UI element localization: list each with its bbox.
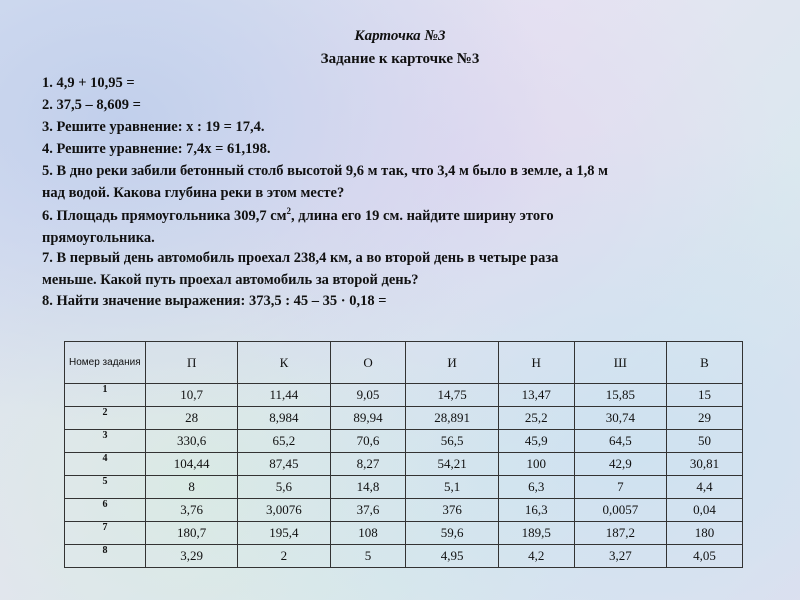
task-1 <box>42 72 762 94</box>
table-cell: 42,9 <box>574 453 666 476</box>
table-cell: 8 <box>146 476 238 499</box>
task-4 <box>42 138 762 160</box>
table-row <box>65 453 743 476</box>
table-cell: 3,27 <box>574 545 666 568</box>
table-cell: 8,27 <box>330 453 406 476</box>
table-cell: 0,04 <box>666 499 742 522</box>
table-cell: 30,74 <box>574 407 666 430</box>
table-cell: 15,85 <box>574 384 666 407</box>
table-cell: 5,1 <box>406 476 498 499</box>
table-cell: 89,94 <box>330 407 406 430</box>
table-row <box>65 407 743 430</box>
table-cell: 0,0057 <box>574 499 666 522</box>
header-column: И <box>406 342 498 384</box>
table-cell: 87,45 <box>238 453 330 476</box>
table-cell: 9,05 <box>330 384 406 407</box>
task-5-line-1: 5. В дно реки забили бетонный столб высотой 9,6 м так, что 3,4 м было в земле, а 1,8 м <box>42 163 609 179</box>
table-cell: 3,0076 <box>238 499 330 522</box>
task-5 <box>42 160 762 204</box>
table-cell: 15 <box>666 384 742 407</box>
task-6-superscript: 2 <box>286 206 292 217</box>
header-column: К <box>238 342 330 384</box>
table-cell: 16,3 <box>498 499 574 522</box>
task-2 <box>42 94 762 116</box>
table-row <box>65 384 743 407</box>
table-row <box>65 545 743 568</box>
header-column: О <box>330 342 406 384</box>
table-cell: 330,6 <box>146 430 238 453</box>
table-cell: 25,2 <box>498 407 574 430</box>
row-number: 6 <box>65 499 146 522</box>
task-7 <box>42 247 762 291</box>
task-3 <box>42 116 762 138</box>
table-row <box>65 430 743 453</box>
task-7-line-2: меньше. Какой путь проехал автомобиль за второй день? <box>42 272 419 288</box>
table-cell: 104,44 <box>146 453 238 476</box>
task-6-text-b: , длина его 19 см. найдите ширину этого <box>291 208 554 224</box>
table-cell: 180,7 <box>146 522 238 545</box>
table-cell: 56,5 <box>406 430 498 453</box>
table-cell: 6,3 <box>498 476 574 499</box>
table-cell: 180 <box>666 522 742 545</box>
task-1-text: 1. 4,9 + 10,95 = <box>42 75 135 91</box>
card-subtitle: Задание к карточке №3 <box>320 51 480 67</box>
table-row <box>65 499 743 522</box>
table-cell: 64,5 <box>574 430 666 453</box>
table-cell: 5 <box>330 545 406 568</box>
table-cell: 100 <box>498 453 574 476</box>
task-6-line-2: прямоугольника. <box>42 230 155 246</box>
task-6-text-a: 6. Площадь прямоугольника 309,7 см <box>42 208 287 224</box>
table-cell: 108 <box>330 522 406 545</box>
table-cell: 376 <box>406 499 498 522</box>
table-row <box>65 522 743 545</box>
table-cell: 50 <box>666 430 742 453</box>
row-number: 7 <box>65 522 146 545</box>
task-6-line-1 <box>42 205 762 227</box>
table-cell: 28 <box>146 407 238 430</box>
row-number: 1 <box>65 384 146 407</box>
header-task-number: Номер задания <box>65 342 146 384</box>
table-cell: 2 <box>238 545 330 568</box>
table-cell: 59,6 <box>406 522 498 545</box>
task-2-text: 2. 37,5 – 8,609 = <box>42 97 141 113</box>
task-8 <box>42 290 762 312</box>
table-cell: 65,2 <box>238 430 330 453</box>
table-cell: 14,8 <box>330 476 406 499</box>
task-6 <box>42 205 762 249</box>
table-cell: 28,891 <box>406 407 498 430</box>
table-cell: 14,75 <box>406 384 498 407</box>
row-number: 2 <box>65 407 146 430</box>
table-cell: 54,21 <box>406 453 498 476</box>
task-8-text: 8. Найти значение выражения: 373,5 : 45 – 35 · 0,18 = <box>42 293 387 309</box>
table-cell: 195,4 <box>238 522 330 545</box>
table-cell: 3,76 <box>146 499 238 522</box>
table-cell: 4,4 <box>666 476 742 499</box>
table-cell: 13,47 <box>498 384 574 407</box>
table-cell: 11,44 <box>238 384 330 407</box>
table-cell: 4,05 <box>666 545 742 568</box>
table-cell: 3,29 <box>146 545 238 568</box>
table-cell: 7 <box>574 476 666 499</box>
table-cell: 189,5 <box>498 522 574 545</box>
table-row <box>65 476 743 499</box>
row-number: 5 <box>65 476 146 499</box>
row-number: 4 <box>65 453 146 476</box>
row-number: 8 <box>65 545 146 568</box>
table-cell: 187,2 <box>574 522 666 545</box>
header-column: П <box>146 342 238 384</box>
table-cell: 4,95 <box>406 545 498 568</box>
table-cell: 5,6 <box>238 476 330 499</box>
answer-table <box>64 341 743 568</box>
table-header-row <box>65 342 743 384</box>
card-title: Карточка №3 <box>354 28 446 44</box>
table-cell: 10,7 <box>146 384 238 407</box>
table-cell: 37,6 <box>330 499 406 522</box>
row-number: 3 <box>65 430 146 453</box>
task-4-text: 4. Решите уравнение: 7,4x = 61,198. <box>42 141 271 157</box>
task-7-line-1: 7. В первый день автомобиль проехал 238,4 км, а во второй день в четыре раза <box>42 250 559 266</box>
header-column: Н <box>498 342 574 384</box>
header-column: В <box>666 342 742 384</box>
table-cell: 4,2 <box>498 545 574 568</box>
task-3-text: 3. Решите уравнение: x : 19 = 17,4. <box>42 119 265 135</box>
table-cell: 8,984 <box>238 407 330 430</box>
header-column: Ш <box>574 342 666 384</box>
table-cell: 29 <box>666 407 742 430</box>
task-5-line-2: над водой. Какова глубина реки в этом месте? <box>42 185 345 201</box>
table-cell: 30,81 <box>666 453 742 476</box>
table-cell: 70,6 <box>330 430 406 453</box>
table-cell: 45,9 <box>498 430 574 453</box>
